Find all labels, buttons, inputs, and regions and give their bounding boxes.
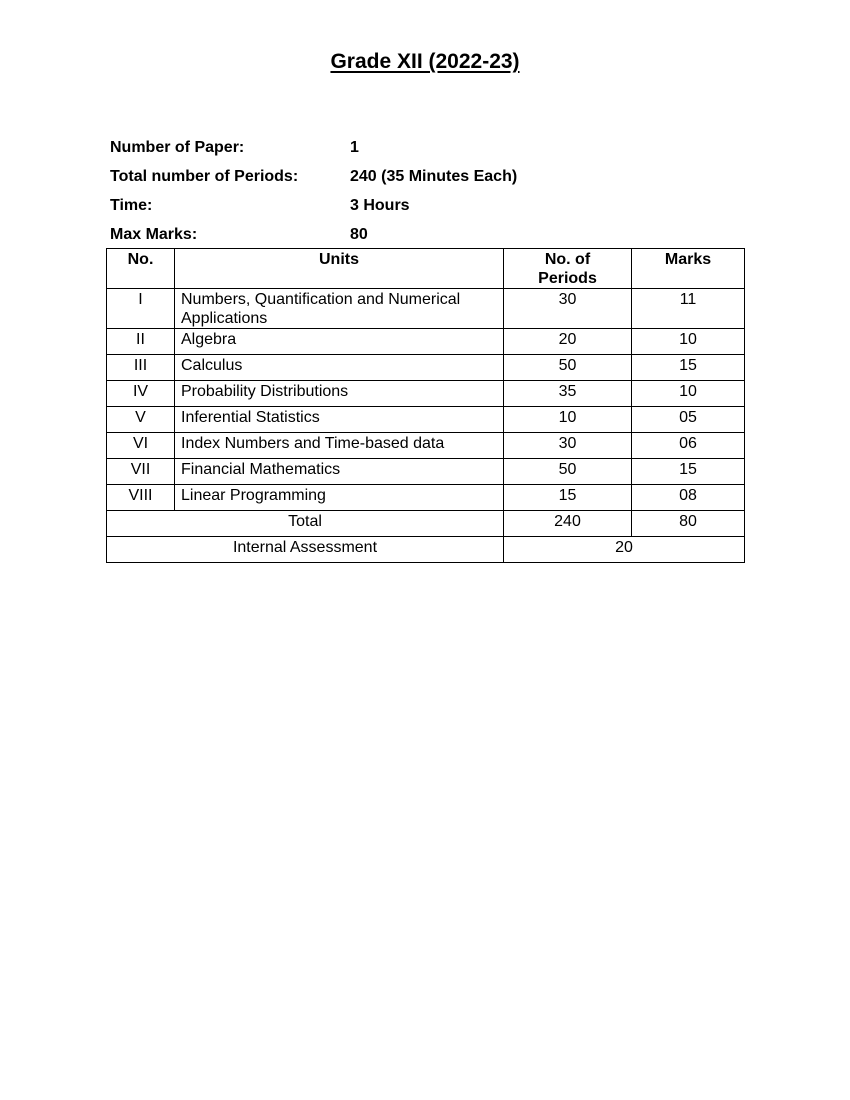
unit-periods: 50 <box>504 355 632 381</box>
header-periods <box>504 249 632 289</box>
unit-name: Probability Distributions <box>175 381 504 407</box>
unit-number: IV <box>107 381 175 407</box>
unit-name: Numbers, Quantification and Numerical Applications <box>175 289 504 329</box>
meta-value: 240 (35 Minutes Each) <box>350 167 518 185</box>
syllabus-table <box>106 248 745 563</box>
total-marks: 80 <box>632 511 745 537</box>
unit-marks: 15 <box>632 459 745 485</box>
header-units: Units <box>175 249 504 289</box>
header-marks: Marks <box>632 249 745 289</box>
total-label: Total <box>107 511 504 537</box>
table-row <box>107 485 745 511</box>
unit-number: II <box>107 329 175 355</box>
meta-value: 3 Hours <box>350 196 410 214</box>
unit-number: VI <box>107 433 175 459</box>
internal-assessment-label: Internal Assessment <box>107 537 504 563</box>
unit-marks: 08 <box>632 485 745 511</box>
header-periods-line1: No. of <box>544 251 591 268</box>
total-row <box>107 511 745 537</box>
unit-number: VII <box>107 459 175 485</box>
unit-number: III <box>107 355 175 381</box>
meta-row-periods <box>110 162 517 191</box>
header-periods-line2: Periods <box>538 270 597 287</box>
exam-details <box>110 133 517 249</box>
meta-label: Number of Paper: <box>110 138 245 156</box>
table-row <box>107 329 745 355</box>
unit-name: Algebra <box>175 329 504 355</box>
table-row <box>107 381 745 407</box>
table-row <box>107 289 745 329</box>
meta-row-max-marks <box>110 220 517 249</box>
unit-name: Calculus <box>175 355 504 381</box>
total-periods: 240 <box>504 511 632 537</box>
unit-periods: 15 <box>504 485 632 511</box>
meta-row-papers <box>110 133 517 162</box>
table-row <box>107 433 745 459</box>
unit-name: Inferential Statistics <box>175 407 504 433</box>
internal-assessment-marks: 20 <box>504 537 745 563</box>
unit-periods: 30 <box>504 433 632 459</box>
unit-marks: 05 <box>632 407 745 433</box>
unit-number: V <box>107 407 175 433</box>
table-row <box>107 355 745 381</box>
unit-periods: 10 <box>504 407 632 433</box>
unit-marks: 15 <box>632 355 745 381</box>
meta-value: 1 <box>350 138 359 156</box>
internal-assessment-row <box>107 537 745 563</box>
unit-marks: 11 <box>632 289 745 329</box>
unit-number: VIII <box>107 485 175 511</box>
unit-name: Financial Mathematics <box>175 459 504 485</box>
meta-label: Max Marks: <box>110 225 198 243</box>
header-no: No. <box>107 249 175 289</box>
table-header-row <box>107 249 745 289</box>
unit-number: I <box>107 289 175 329</box>
unit-marks: 06 <box>632 433 745 459</box>
unit-marks: 10 <box>632 329 745 355</box>
meta-value: 80 <box>350 225 368 243</box>
unit-periods: 35 <box>504 381 632 407</box>
unit-name: Index Numbers and Time-based data <box>175 433 504 459</box>
unit-periods: 30 <box>504 289 632 329</box>
unit-name: Linear Programming <box>175 485 504 511</box>
table-row <box>107 407 745 433</box>
unit-periods: 50 <box>504 459 632 485</box>
unit-marks: 10 <box>632 381 745 407</box>
meta-label: Total number of Periods: <box>110 167 299 185</box>
meta-label: Time: <box>110 196 153 214</box>
unit-periods: 20 <box>504 329 632 355</box>
table-row <box>107 459 745 485</box>
page-title: Grade XII (2022-23) <box>330 50 520 73</box>
meta-row-time <box>110 191 517 220</box>
